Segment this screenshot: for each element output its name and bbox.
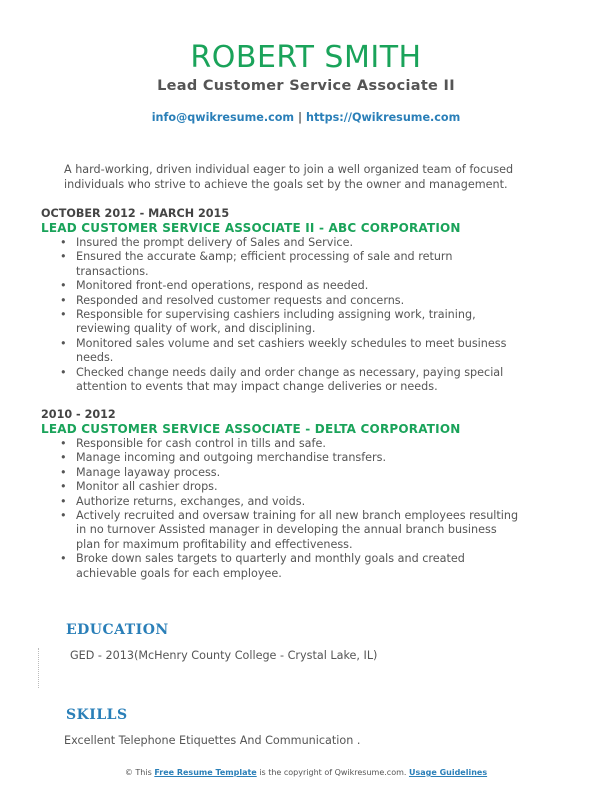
list-item: • Authorize returns, exchanges, and voids. [76,495,521,509]
list-item: • Responded and resolved customer requests and concerns. [76,294,521,308]
job-dates: 2010 - 2012 [41,408,116,421]
candidate-role: Lead Customer Service Associate II [157,78,455,94]
list-item: • Ensured the accurate &amp; efficient processing of sale and return transactions. [76,250,521,279]
list-item: • Checked change needs daily and order change as necessary, paying special attention to events that may impact change deliveries or needs. [76,366,521,395]
footer-prefix: © This [124,768,152,777]
skills-heading: SKILLS [66,707,128,723]
list-item: • Monitor all cashier drops. [76,480,521,494]
list-item: • Monitored sales volume and set cashiers weekly schedules to meet business needs. [76,337,521,366]
usage-guidelines-link[interactable]: Usage Guidelines [408,768,488,777]
list-item: • Actively recruited and oversaw training for all new branch employees resulting in no turnover Assisted manager in developing the annual branch business plan for maximum profitability and effectiveness. [76,509,521,552]
experience-entry [41,207,541,394]
job-dates: OCTOBER 2012 - MARCH 2015 [41,207,230,220]
candidate-name: ROBERT SMITH [190,40,422,75]
experience-entry [41,408,541,581]
list-item: • Manage incoming and outgoing merchandise transfers. [76,451,521,465]
list-item: • Responsible for cash control in tills and safe. [76,437,521,451]
contact-line [0,111,612,124]
job-title: LEAD CUSTOMER SERVICE ASSOCIATE - DELTA CORPORATION [41,422,461,436]
contact-separator: | [297,111,303,124]
free-resume-template-link[interactable]: Free Resume Template [154,768,257,777]
list-item: • Responsible for supervising cashiers including assigning work, training, reviewing quality of work, and disciplining. [76,308,521,337]
job-bullets [41,236,541,394]
footer [0,768,612,777]
list-item: • Monitored front-end operations, respond as needed. [76,279,521,293]
education-divider [38,648,39,688]
website-link[interactable]: https://Qwikresume.com [305,111,461,124]
email-link[interactable]: info@qwikresume.com [151,111,295,124]
education-entry: GED - 2013(McHenry County College - Crystal Lake, IL) [70,649,378,662]
list-item: • Manage layaway process. [76,466,521,480]
footer-copyright: is the copyright of Qwikresume.com. [259,768,407,777]
job-bullets [41,437,541,581]
education-heading: EDUCATION [66,622,169,638]
job-title: LEAD CUSTOMER SERVICE ASSOCIATE II - ABC CORPORATION [41,221,461,235]
list-item: • Insured the prompt delivery of Sales and Service. [76,236,521,250]
summary-text: A hard-working, driven individual eager to join a well organized team of focused individuals who strive to achieve the goals set by the owner and management. [64,163,514,191]
list-item: • Broke down sales targets to quarterly and monthly goals and created achievable goals for each employee. [76,552,521,581]
skills-entry: Excellent Telephone Etiquettes And Communication . [64,734,361,747]
